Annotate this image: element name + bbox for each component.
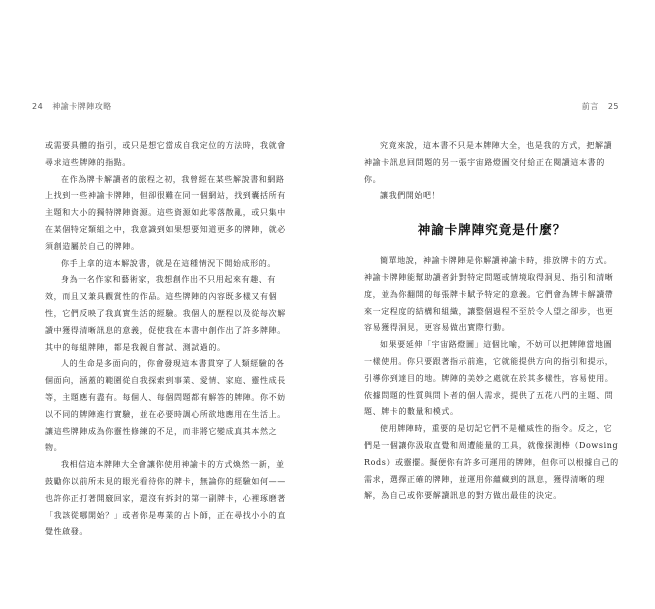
section-heading: 神諭卡牌陣究竟是什麼？ <box>417 222 567 238</box>
right-running-title: 前言 <box>581 102 599 111</box>
body-paragraph: 究竟來說，這本書不只是本牌陣大全，也是我的方式，把解讀神諭卡訊息回問題的另一張宇宙路燈圖交付給正在閱讀這本書的你。 <box>364 141 613 184</box>
body-paragraph: 使用牌陣時，重要的是切記它們不是權威性的指令。反之，它們是一個讓你汲取直覺和周遭能量的工具，就像探測棒（Dowsing Rods）或靈擺。擬便你有許多可運用的牌陣，但你可以根據自己的需求，選擇正確的牌陣，並運用你蘊藏到的訊息，獲得清晰的理解，為自己或你要解讀訊息的對方做出最佳的決定。 <box>364 424 619 501</box>
right-page-header <box>582 101 625 112</box>
body-paragraph: 或需要具體的指引，或只是想它當成自我定位的方法時，我就會尋求這些牌陣的指點。 <box>45 141 286 167</box>
right-body-text <box>364 138 620 505</box>
left-page <box>0 0 327 609</box>
right-page-number: 25 <box>607 102 619 111</box>
right-page <box>327 0 655 609</box>
left-body-text <box>45 138 293 541</box>
body-paragraph: 你手上拿的這本解說書，就是在這種情況下開始成形的。 <box>61 258 276 268</box>
left-running-title: 神諭卡牌陣攻略 <box>52 102 112 111</box>
left-page-number: 24 <box>32 102 44 111</box>
body-paragraph: 身為一名作家和藝術家，我想創作出不只用起來有趣、有效，而且又兼具觀賞性的作品。這些牌陣的內容既多樣又有個性，它們反映了我真實生活的經驗。我個人的歷程以及從每次解讀中獲得清晰訊息的意義，促使我在本書中創作出了許多牌陣。其中的每組牌陣，都是我親自嘗試、測試過的。 <box>45 275 286 352</box>
body-paragraph: 在作為牌卡解讀者的旅程之初，我曾經在某些解說書和網路上找到一些神諭卡牌陣，但卻很難在同一個網站，找到囊括所有主題和大小的獨特牌陣資源。這些資源如此零落散亂，或只集中在某個特定類組之中，我意識到如果想要知道更多的牌陣，就必須創造屬於自己的牌陣。 <box>45 174 286 251</box>
body-paragraph: 人的生命是多面向的，你會發現這本書貫穿了人類經驗的各個面向，涵蓋的範圍從自我探索到事業、愛情、家庭、靈性成長等，主題應有盡有。每個人、每個問題都有解答的牌陣。你不妨以不同的牌陣進行實驗，並在必要時調心所欲地應用在生活上。讓這些牌陣成為你靈性修練的不足，而非將它變成真其本然之物。 <box>45 359 286 453</box>
body-paragraph: 如果要延伸「宇宙路燈圖」這個比喻，不妨可以把牌陣當地圖一樣使用。你只要跟著指示前進，它就能提供方向的指引和提示，引導你到達目的地。牌陣的美妙之處就在於其多樣性，容易使用。依據問題的性質與問卜者的個人需求，提供了五花八門的主題、問題、牌卡的數量和模式。 <box>364 340 614 417</box>
body-paragraph: 簡單地說，神諭卡牌陣是你解讀神諭卡時，排放牌卡的方式。神諭卡牌陣能幫助讀者針對特定問題或情境取得洞見、指引和清晰度，並為你翻開的每張牌卡賦予特定的意義。它們會為牌卡解讀帶來一定程度的結構和組織，讓整個過程不至於令人望之卻步，也更容易獲得洞見，更容易做出實際行動。 <box>364 256 614 333</box>
body-paragraph: 讓我們開始吧！ <box>380 191 441 201</box>
left-page-header <box>26 101 112 112</box>
body-paragraph: 我相信這本牌陣大全會讓你使用神諭卡的方式煥然一新，並鼓勵你以前所未見的眼光看待你的牌卡，無論你的經驗如何——也許你正打著開竅回家，還沒有拆封的第一副牌卡，心裡琢磨著「我該從哪開始？」或者你是專業的占卜師，正在尋找小小的直覺性啟發。 <box>45 460 286 537</box>
